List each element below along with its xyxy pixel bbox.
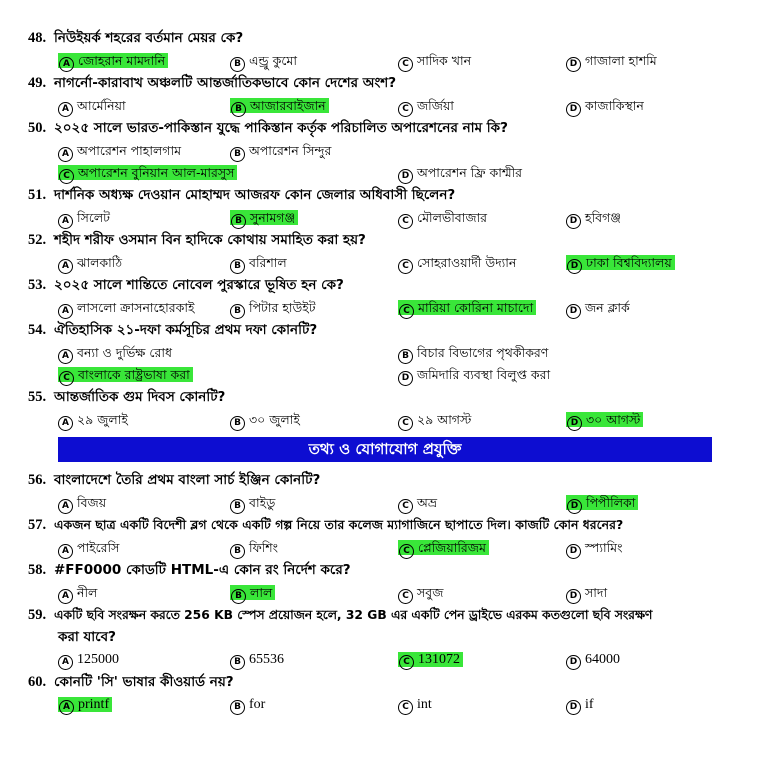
option-label: জোহরান মামদানি bbox=[78, 53, 166, 68]
option-label: সুনামগঞ্জ bbox=[250, 210, 296, 225]
option-a[interactable] bbox=[58, 208, 110, 227]
option-marker: B bbox=[231, 214, 246, 229]
option-marker: A bbox=[58, 147, 73, 162]
option-label: পাইরেসি bbox=[77, 540, 120, 555]
question-number: 58. bbox=[28, 562, 47, 578]
option-marker: D bbox=[566, 700, 581, 715]
option-d[interactable] bbox=[566, 538, 622, 557]
option-label: সোহরাওয়ার্দী উদ্যান bbox=[417, 255, 517, 270]
option-d[interactable] bbox=[566, 298, 630, 317]
option-label: জন ক্লার্ক bbox=[585, 300, 630, 315]
option-a[interactable] bbox=[58, 410, 128, 429]
question-51 bbox=[28, 185, 748, 205]
option-c[interactable] bbox=[398, 538, 489, 557]
question-text: নাগর্নো-কারাবাখ অঞ্চলটি আন্তর্জাতিকভাবে কোন দেশের অংশ? bbox=[54, 75, 397, 91]
option-label: অপারেশন সিন্দুর bbox=[249, 143, 332, 158]
option-marker: C bbox=[399, 655, 414, 670]
question-text: #FF0000 কোডটি HTML-এ কোন রং নির্দেশ করে? bbox=[54, 562, 351, 578]
question-48 bbox=[28, 28, 748, 48]
option-label: স্প্যামিং bbox=[585, 540, 623, 555]
option-b[interactable] bbox=[230, 538, 278, 557]
question-50 bbox=[28, 118, 748, 138]
option-a[interactable] bbox=[58, 51, 168, 70]
option-c[interactable] bbox=[398, 51, 471, 70]
option-label: আর্মেনিয়া bbox=[77, 98, 126, 113]
question-number: 54. bbox=[28, 322, 47, 338]
option-label: অপারেশন ফ্রি কাশ্মীর bbox=[417, 165, 523, 180]
option-d[interactable] bbox=[566, 695, 594, 714]
option-d[interactable] bbox=[566, 96, 644, 115]
option-marker: C bbox=[398, 57, 413, 72]
option-label: সবুজ bbox=[417, 585, 444, 600]
option-c[interactable] bbox=[398, 583, 443, 602]
option-label: if bbox=[585, 697, 594, 712]
option-label: ফিশিং bbox=[249, 540, 279, 555]
option-marker: C bbox=[398, 499, 413, 514]
option-c[interactable] bbox=[398, 695, 432, 714]
question-text: বাংলাদেশে তৈরি প্রথম বাংলা সার্চ ইঞ্জিন কোনটি? bbox=[54, 472, 321, 488]
option-label: 125000 bbox=[77, 652, 119, 667]
option-c[interactable] bbox=[398, 253, 516, 272]
option-marker: C bbox=[398, 102, 413, 117]
option-b[interactable] bbox=[230, 208, 298, 227]
option-label: ২৯ জুলাই bbox=[77, 412, 128, 427]
option-marker: D bbox=[566, 102, 581, 117]
option-label: সাদা bbox=[585, 585, 608, 600]
option-marker: C bbox=[399, 544, 414, 559]
option-label: int bbox=[417, 697, 432, 712]
option-d[interactable] bbox=[566, 583, 607, 602]
option-label: সিলেট bbox=[77, 210, 110, 225]
option-a[interactable] bbox=[58, 493, 106, 512]
option-marker: C bbox=[59, 169, 74, 184]
question-number: 51. bbox=[28, 187, 47, 203]
option-marker: B bbox=[230, 57, 245, 72]
option-label: নীল bbox=[77, 585, 98, 600]
option-d[interactable] bbox=[566, 253, 675, 272]
option-c[interactable] bbox=[58, 163, 237, 182]
question-number: 48. bbox=[28, 30, 47, 46]
option-c[interactable] bbox=[398, 96, 454, 115]
option-marker: C bbox=[59, 371, 74, 386]
option-label: অপারেশন পাহালগাম bbox=[77, 143, 182, 158]
option-marker: D bbox=[566, 589, 581, 604]
question-text: আন্তর্জাতিক গুম দিবস কোনটি? bbox=[54, 389, 226, 405]
question-53 bbox=[28, 275, 748, 295]
option-label: 131072 bbox=[418, 652, 460, 667]
option-marker: B bbox=[230, 655, 245, 670]
question-text: শহীদ শরীফ ওসমান বিন হাদিকে কোথায় সমাহিত করা হয়? bbox=[54, 232, 366, 248]
option-label: জর্জিয়া bbox=[417, 98, 454, 113]
option-marker: B bbox=[230, 259, 245, 274]
option-a[interactable] bbox=[58, 96, 126, 115]
question-56 bbox=[28, 470, 748, 490]
option-b[interactable] bbox=[230, 253, 287, 272]
option-label: printf bbox=[78, 697, 110, 712]
option-label: মৌলভীবাজার bbox=[417, 210, 488, 225]
option-marker: D bbox=[566, 214, 581, 229]
option-a[interactable] bbox=[58, 253, 122, 272]
option-marker: C bbox=[398, 259, 413, 274]
option-marker: D bbox=[567, 499, 582, 514]
option-label: বন্যা ও দুর্ভিক্ষ রোধ bbox=[77, 345, 172, 360]
option-d[interactable] bbox=[398, 163, 522, 182]
option-label: for bbox=[249, 697, 266, 712]
option-label: সাদিক খান bbox=[417, 53, 472, 68]
option-marker: A bbox=[58, 102, 73, 117]
option-marker: C bbox=[398, 700, 413, 715]
option-marker: D bbox=[566, 655, 581, 670]
option-marker: B bbox=[231, 102, 246, 117]
option-label: পিপীলিকা bbox=[586, 495, 636, 510]
option-label: 64000 bbox=[585, 652, 620, 667]
option-label: অপারেশন বুনিয়ান আল-মারসুস bbox=[78, 165, 235, 180]
option-marker: B bbox=[230, 544, 245, 559]
option-marker: D bbox=[567, 259, 582, 274]
option-label: গাজালা হাশমি bbox=[585, 53, 657, 68]
option-a[interactable] bbox=[58, 650, 119, 669]
option-marker: D bbox=[398, 371, 413, 386]
option-label: মারিয়া কোরিনা মাচাদো bbox=[418, 300, 534, 315]
option-a[interactable] bbox=[58, 538, 119, 557]
option-marker: A bbox=[58, 304, 73, 319]
question-number: 53. bbox=[28, 277, 47, 293]
question-59 bbox=[28, 605, 748, 625]
option-c[interactable] bbox=[398, 493, 437, 512]
option-marker: D bbox=[566, 57, 581, 72]
option-marker: B bbox=[398, 349, 413, 364]
option-label: 65536 bbox=[249, 652, 284, 667]
option-c[interactable] bbox=[58, 365, 193, 384]
option-label: বরিশাল bbox=[249, 255, 287, 270]
option-marker: C bbox=[398, 416, 413, 431]
option-marker: D bbox=[398, 169, 413, 184]
option-b[interactable] bbox=[230, 410, 300, 429]
option-marker: A bbox=[58, 544, 73, 559]
option-marker: A bbox=[59, 57, 74, 72]
option-marker: D bbox=[566, 304, 581, 319]
option-label: ঝালকাঠি bbox=[77, 255, 123, 270]
question-text: একটি ছবি সংরক্ষন করতে 256 KB স্পেস প্রয়োজন হলে, 32 GB এর একটি পেন ড্রাইভে এরকম কতগুলো ছবি সংরক্ষণ bbox=[54, 608, 653, 622]
question-number: 56. bbox=[28, 472, 47, 488]
question-57 bbox=[28, 515, 748, 535]
option-marker: A bbox=[58, 589, 73, 604]
option-label: জমিদারি ব্যবস্থা বিলুপ্ত করা bbox=[417, 367, 551, 382]
option-marker: B bbox=[230, 147, 245, 162]
option-marker: A bbox=[58, 349, 73, 364]
option-label: বিজয় bbox=[77, 495, 107, 510]
question-number: 60. bbox=[28, 674, 47, 690]
option-d[interactable] bbox=[566, 208, 621, 227]
option-marker: B bbox=[230, 700, 245, 715]
option-marker: A bbox=[59, 700, 74, 715]
option-c[interactable] bbox=[398, 208, 487, 227]
option-label: অভ্র bbox=[417, 495, 438, 510]
option-label: ঢাকা বিশ্ববিদ্যালয় bbox=[586, 255, 672, 270]
option-marker: A bbox=[58, 416, 73, 431]
option-c[interactable] bbox=[398, 650, 463, 669]
question-text: একজন ছাত্র একটি বিদেশী ব্লগ থেকে একটি গল্প নিয়ে তার কলেজ ম্যাগাজিনে ছাপাতে দিল। কাজটি কোন ধরনের? bbox=[54, 517, 624, 532]
option-label: পিটার হাউইট bbox=[249, 300, 316, 315]
question-number: 57. bbox=[28, 517, 47, 533]
option-b[interactable] bbox=[230, 493, 275, 512]
section-heading-ict: তথ্য ও যোগাযোগ প্রযুক্তি bbox=[58, 437, 712, 462]
question-text: ২০২৫ সালে ভারত-পাকিস্তান যুদ্ধে পাকিস্তান কর্তৃক পরিচালিত অপারেশনের নাম কি? bbox=[54, 120, 508, 136]
option-a[interactable] bbox=[58, 298, 195, 317]
question-number: 55. bbox=[28, 389, 47, 405]
question-text: ঐতিহাসিক ২১-দফা কর্মসূচির প্রথম দফা কোনটি? bbox=[54, 322, 318, 338]
option-c[interactable] bbox=[398, 410, 471, 429]
option-label: হবিগঞ্জ bbox=[585, 210, 621, 225]
question-52 bbox=[28, 230, 748, 250]
option-label: ৩০ জুলাই bbox=[249, 412, 300, 427]
option-marker: A bbox=[58, 499, 73, 514]
option-label: বিচার বিভাগের পৃথকীকরণ bbox=[417, 345, 549, 360]
option-marker: A bbox=[58, 259, 73, 274]
option-marker: C bbox=[398, 589, 413, 604]
option-b[interactable] bbox=[230, 298, 316, 317]
question-text: দার্শনিক অধ্যক্ষ দেওয়ান মোহাম্মদ আজরফ কোন জেলার অধিবাসী ছিলেন? bbox=[54, 187, 456, 203]
question-54 bbox=[28, 320, 748, 340]
option-a[interactable] bbox=[58, 343, 172, 362]
question-text: ২০২৫ সালে শান্তিতে নোবেল পুরস্কারে ভূষিত হন কে? bbox=[54, 277, 344, 293]
question-number: 50. bbox=[28, 120, 47, 136]
option-d[interactable] bbox=[566, 650, 620, 669]
option-b[interactable] bbox=[230, 51, 297, 70]
question-text: নিউইয়র্ক শহরের বর্তমান মেয়র কে? bbox=[54, 30, 244, 46]
option-label: ২৯ আগস্ট bbox=[417, 412, 472, 427]
question-49 bbox=[28, 73, 748, 93]
option-marker: B bbox=[230, 304, 245, 319]
option-d[interactable] bbox=[566, 493, 638, 512]
option-marker: D bbox=[567, 416, 582, 431]
option-b[interactable] bbox=[398, 343, 548, 362]
option-label: ৩০ আগস্ট bbox=[586, 412, 641, 427]
question-text-continued: করা যাবে? bbox=[58, 629, 116, 645]
option-d[interactable] bbox=[398, 365, 550, 384]
option-a[interactable] bbox=[58, 695, 112, 714]
question-text: কোনটি 'সি' ভাষার কীওয়ার্ড নয়? bbox=[54, 674, 234, 690]
option-label: লাল bbox=[250, 585, 273, 600]
question-number: 49. bbox=[28, 75, 47, 91]
question-58 bbox=[28, 560, 748, 580]
option-a[interactable] bbox=[58, 141, 181, 160]
question-60 bbox=[28, 672, 748, 692]
option-d[interactable] bbox=[566, 410, 643, 429]
option-marker: C bbox=[398, 214, 413, 229]
option-label: বাইডু bbox=[249, 495, 276, 510]
option-label: এন্ড্রু কুমো bbox=[249, 53, 297, 68]
option-b[interactable] bbox=[230, 650, 284, 669]
question-55 bbox=[28, 387, 748, 407]
question-number: 59. bbox=[28, 607, 47, 623]
option-marker: B bbox=[230, 416, 245, 431]
option-marker: B bbox=[231, 589, 246, 604]
option-c[interactable] bbox=[398, 298, 536, 317]
option-marker: D bbox=[566, 544, 581, 559]
option-marker: A bbox=[58, 655, 73, 670]
option-a[interactable] bbox=[58, 583, 97, 602]
option-b[interactable] bbox=[230, 695, 265, 714]
option-b[interactable] bbox=[230, 141, 331, 160]
option-label: আজারবাইজান bbox=[250, 98, 326, 113]
option-marker: B bbox=[230, 499, 245, 514]
option-b[interactable] bbox=[230, 96, 329, 115]
option-d[interactable] bbox=[566, 51, 657, 70]
question-number: 52. bbox=[28, 232, 47, 248]
option-marker: A bbox=[58, 214, 73, 229]
option-label: কাজাকিস্থান bbox=[585, 98, 644, 113]
option-label: লাসলো ক্রাসনাহোরকাই bbox=[77, 300, 195, 315]
option-label: প্লেজিয়ারিজম bbox=[418, 540, 486, 555]
option-label: বাংলাকে রাষ্ট্রভাষা করা bbox=[78, 367, 190, 382]
option-b[interactable] bbox=[230, 583, 275, 602]
option-marker: C bbox=[399, 304, 414, 319]
